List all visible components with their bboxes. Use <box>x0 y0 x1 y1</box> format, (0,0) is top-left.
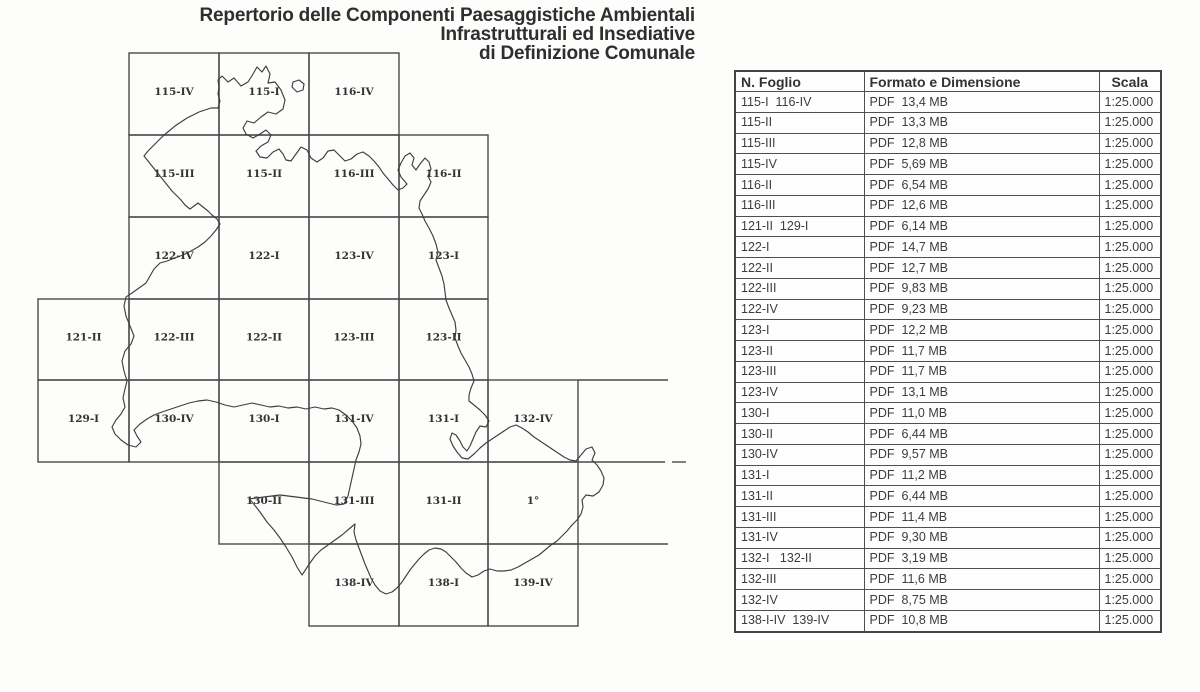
formato-cell: PDF 11,7 MB <box>864 361 1099 382</box>
map-cell-label: 122-IV <box>154 250 194 262</box>
map-cell-label: 115-IV <box>154 86 194 98</box>
map-cell-label: 130-I <box>248 413 280 425</box>
column-header-foglio: N. Foglio <box>735 71 864 92</box>
scala-cell: 1:25.000 <box>1099 465 1161 486</box>
foglio-cell: 122-III <box>735 278 864 299</box>
map-cell-label: 116-IV <box>334 86 374 98</box>
map-cell-label: 115-I <box>248 86 280 98</box>
table-row <box>735 341 1161 362</box>
page-title-line-1: Repertorio delle Componenti Paesaggistiche Ambientali <box>199 5 695 26</box>
map-cell-label: 116-II <box>425 168 462 180</box>
map-cell-label: 122-II <box>245 331 283 344</box>
foglio-cell: 115-I 116-IV <box>735 92 864 113</box>
foglio-cell: 121-II 129-I <box>735 216 864 237</box>
table-row <box>735 444 1161 465</box>
formato-cell: PDF 13,4 MB <box>864 92 1099 113</box>
scala-cell: 1:25.000 <box>1099 320 1161 341</box>
map-cell-label: 130-IV <box>154 413 194 425</box>
table-row <box>735 610 1161 631</box>
scala-cell: 1:25.000 <box>1099 424 1161 445</box>
map-cell-label: 131-IV <box>334 413 374 425</box>
foglio-cell: 131-IV <box>735 527 864 548</box>
table-row <box>735 527 1161 548</box>
scala-cell: 1:25.000 <box>1099 154 1161 175</box>
foglio-cell: 123-III <box>735 361 864 382</box>
scala-cell: 1:25.000 <box>1099 548 1161 569</box>
map-cell-label: 123-IV <box>334 250 374 262</box>
table-row <box>735 382 1161 403</box>
map-cell-label: 129-I <box>67 413 100 425</box>
formato-cell: PDF 13,3 MB <box>864 112 1099 133</box>
column-header-formato: Formato e Dimensione <box>864 71 1099 92</box>
scala-cell: 1:25.000 <box>1099 610 1161 631</box>
scala-cell: 1:25.000 <box>1099 382 1161 403</box>
foglio-cell: 131-I <box>735 465 864 486</box>
scala-cell: 1:25.000 <box>1099 486 1161 507</box>
table-row <box>735 507 1161 528</box>
formato-cell: PDF 11,4 MB <box>864 507 1099 528</box>
region-boundary-outline <box>112 66 604 594</box>
table-row <box>735 569 1161 590</box>
formato-cell: PDF 9,23 MB <box>864 299 1099 320</box>
scala-cell: 1:25.000 <box>1099 112 1161 133</box>
foglio-cell: 122-IV <box>735 299 864 320</box>
foglio-cell: 123-II <box>735 341 864 362</box>
scala-cell: 1:25.000 <box>1099 507 1161 528</box>
map-cell-label: 138-I <box>427 577 460 589</box>
scala-cell: 1:25.000 <box>1099 403 1161 424</box>
formato-cell: PDF 11,2 MB <box>864 465 1099 486</box>
map-cell-label: 131-III <box>333 495 375 507</box>
table-row <box>735 175 1161 196</box>
scala-cell: 1:25.000 <box>1099 133 1161 154</box>
scala-cell: 1:25.000 <box>1099 175 1161 196</box>
scala-cell: 1:25.000 <box>1099 299 1161 320</box>
map-cell-label: 139-IV <box>513 577 553 589</box>
foglio-cell: 138-I-IV 139-IV <box>735 610 864 631</box>
map-cell-label: 130-II <box>245 495 283 507</box>
foglio-cell: 132-III <box>735 569 864 590</box>
scala-cell: 1:25.000 <box>1099 341 1161 362</box>
foglio-cell: 123-IV <box>735 382 864 403</box>
foglio-cell: 115-IV <box>735 154 864 175</box>
foglio-cell: 115-II <box>735 112 864 133</box>
formato-cell: PDF 9,57 MB <box>864 444 1099 465</box>
table-row <box>735 112 1161 133</box>
foglio-cell: 130-IV <box>735 444 864 465</box>
scala-cell: 1:25.000 <box>1099 278 1161 299</box>
table-row <box>735 590 1161 611</box>
table-row <box>735 361 1161 382</box>
foglio-cell: 115-III <box>735 133 864 154</box>
map-cell-label: 138-IV <box>334 577 374 589</box>
foglio-cell: 123-I <box>735 320 864 341</box>
table-row <box>735 320 1161 341</box>
scala-cell: 1:25.000 <box>1099 527 1161 548</box>
formato-cell: PDF 12,8 MB <box>864 133 1099 154</box>
table-row <box>735 299 1161 320</box>
formato-cell: PDF 6,54 MB <box>864 175 1099 196</box>
formato-cell: PDF 3,19 MB <box>864 548 1099 569</box>
map-cell-label: 1° <box>526 495 540 507</box>
sheet-download-table <box>734 70 1162 633</box>
table-row <box>735 278 1161 299</box>
formato-cell: PDF 13,1 MB <box>864 382 1099 403</box>
foglio-cell: 122-I <box>735 237 864 258</box>
scala-cell: 1:25.000 <box>1099 237 1161 258</box>
map-cell-label: 121-II <box>65 331 102 344</box>
table-row <box>735 92 1161 113</box>
scala-cell: 1:25.000 <box>1099 216 1161 237</box>
foglio-cell: 131-II <box>735 486 864 507</box>
formato-cell: PDF 5,69 MB <box>864 154 1099 175</box>
map-cell-label: 115-II <box>245 168 283 180</box>
page-title-line-3: di Definizione Comunale <box>478 43 695 64</box>
scala-cell: 1:25.000 <box>1099 569 1161 590</box>
formato-cell: PDF 11,7 MB <box>864 341 1099 362</box>
table-row <box>735 424 1161 445</box>
foglio-cell: 122-II <box>735 258 864 279</box>
formato-cell: PDF 6,44 MB <box>864 486 1099 507</box>
scala-cell: 1:25.000 <box>1099 590 1161 611</box>
table-row <box>735 486 1161 507</box>
map-cell-label: 123-I <box>427 250 460 262</box>
page-title-line-2: Infrastrutturali ed Insediative <box>440 24 695 45</box>
foglio-cell: 130-I <box>735 403 864 424</box>
region-enclave-outline <box>292 80 304 92</box>
map-cell-label: 123-II <box>425 331 462 344</box>
map-cell-label: 132-IV <box>513 413 553 425</box>
table-row <box>735 403 1161 424</box>
map-cell-label: 123-III <box>333 331 375 344</box>
foglio-cell: 132-IV <box>735 590 864 611</box>
foglio-cell: 116-II <box>735 175 864 196</box>
map-cell-label: 131-I <box>427 413 460 425</box>
formato-cell: PDF 14,7 MB <box>864 237 1099 258</box>
scala-cell: 1:25.000 <box>1099 444 1161 465</box>
table-row <box>735 465 1161 486</box>
table-row <box>735 154 1161 175</box>
foglio-cell: 132-I 132-II <box>735 548 864 569</box>
map-cell-label: 115-III <box>153 168 195 180</box>
table-row <box>735 216 1161 237</box>
table-row <box>735 258 1161 279</box>
formato-cell: PDF 8,75 MB <box>864 590 1099 611</box>
map-cell-label: 131-II <box>425 495 462 507</box>
map-cell-label: 116-III <box>333 168 375 180</box>
formato-cell: PDF 11,6 MB <box>864 569 1099 590</box>
formato-cell: PDF 6,44 MB <box>864 424 1099 445</box>
scala-cell: 1:25.000 <box>1099 258 1161 279</box>
formato-cell: PDF 6,14 MB <box>864 216 1099 237</box>
formato-cell: PDF 11,0 MB <box>864 403 1099 424</box>
column-header-scala: Scala <box>1099 71 1161 92</box>
table-row <box>735 237 1161 258</box>
table-row <box>735 195 1161 216</box>
table-row <box>735 548 1161 569</box>
formato-cell: PDF 9,83 MB <box>864 278 1099 299</box>
map-cell-label: 122-III <box>153 331 195 344</box>
formato-cell: PDF 12,2 MB <box>864 320 1099 341</box>
formato-cell: PDF 10,8 MB <box>864 610 1099 631</box>
formato-cell: PDF 9,30 MB <box>864 527 1099 548</box>
formato-cell: PDF 12,6 MB <box>864 195 1099 216</box>
scala-cell: 1:25.000 <box>1099 195 1161 216</box>
foglio-cell: 131-III <box>735 507 864 528</box>
formato-cell: PDF 12,7 MB <box>864 258 1099 279</box>
map-cell-label: 122-I <box>248 250 280 262</box>
foglio-cell: 130-II <box>735 424 864 445</box>
scala-cell: 1:25.000 <box>1099 361 1161 382</box>
scala-cell: 1:25.000 <box>1099 92 1161 113</box>
table-header-row <box>735 71 1161 92</box>
foglio-cell: 116-III <box>735 195 864 216</box>
table-row <box>735 133 1161 154</box>
